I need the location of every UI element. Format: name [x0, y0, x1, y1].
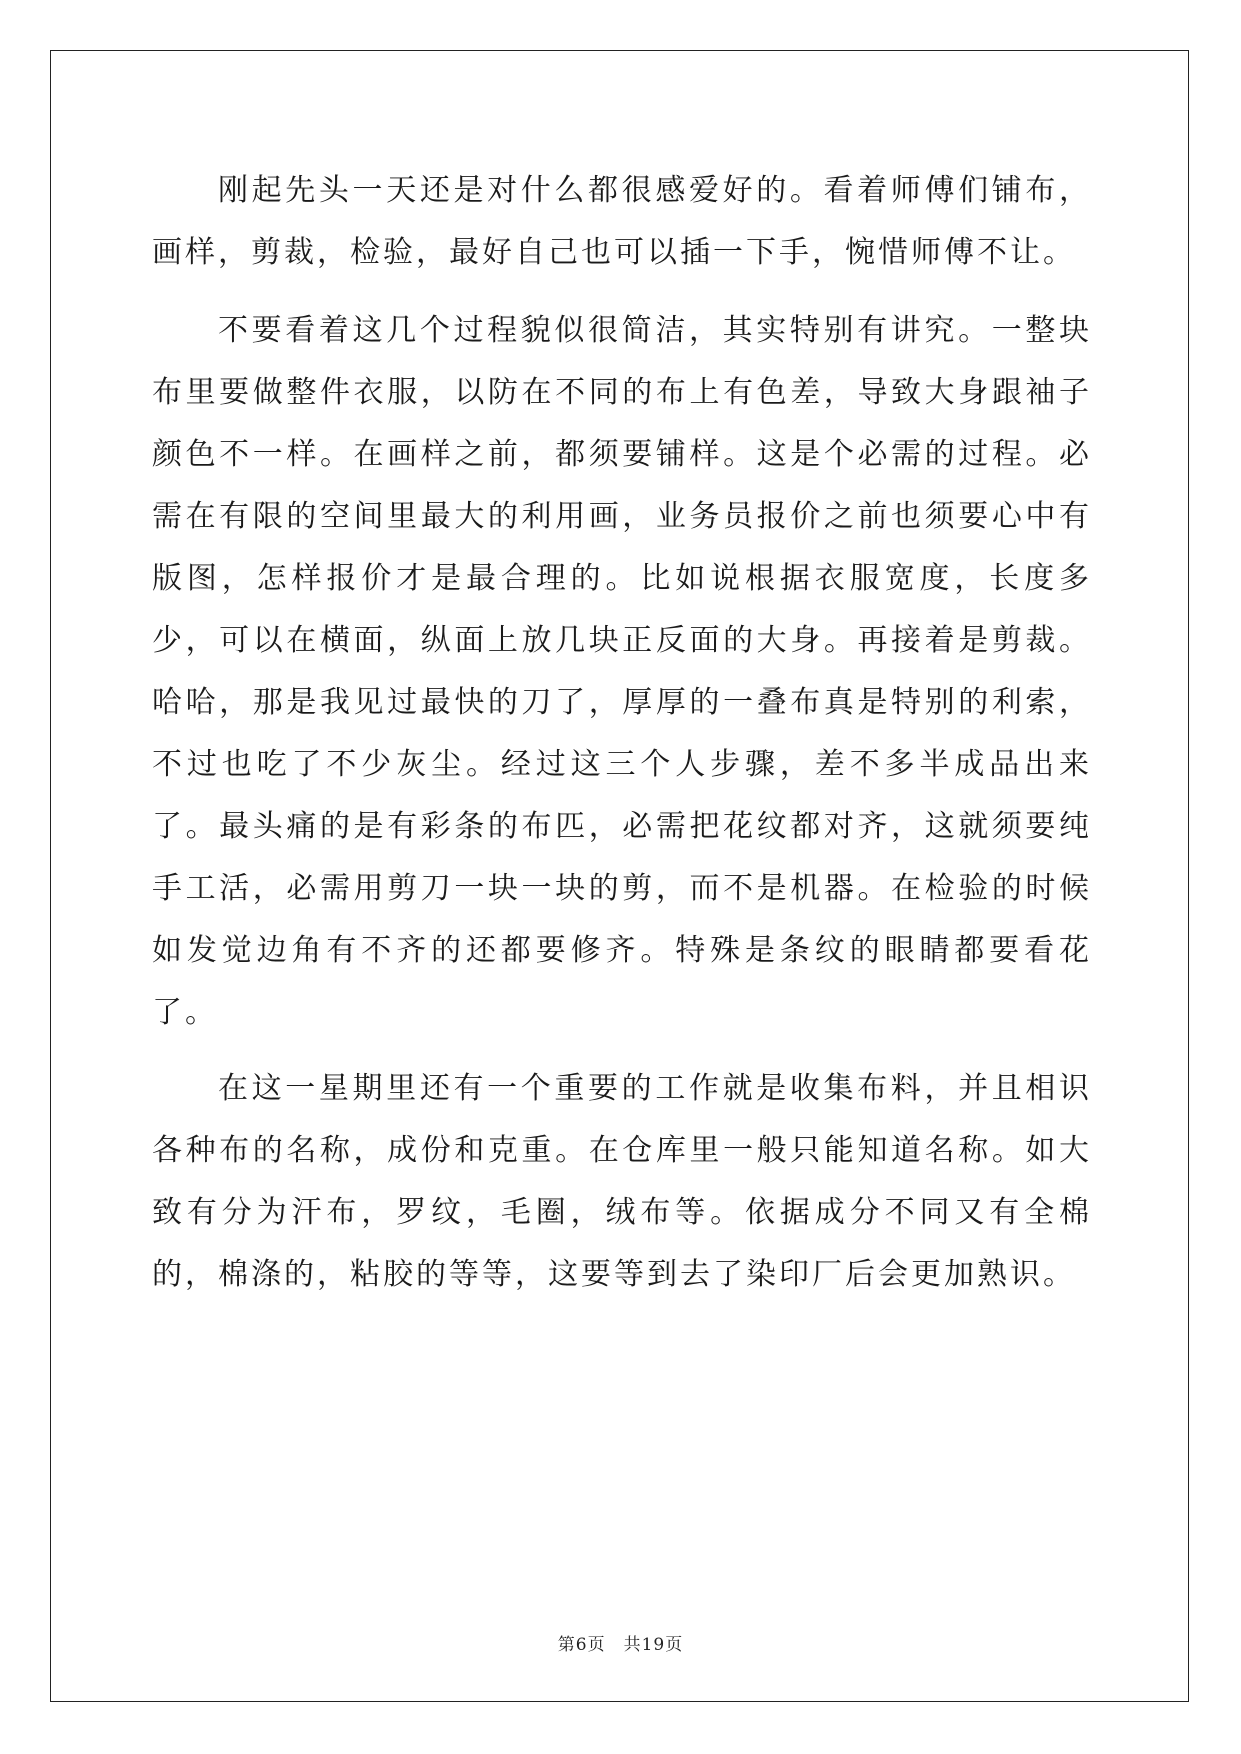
page-number-footer: 第6页 共19页	[557, 1635, 684, 1655]
paragraph-2: 不要看着这几个过程貌似很简洁，其实特别有讲究。一整块布里要做整件衣服，以防在不同的布上有色差，导致大身跟袖子颜色不一样。在画样之前，都须要铺样。这是个必需的过程。必需在有限的空间里最大的利用画，业务员报价之前也须要心中有版图，怎样报价才是最合理的。比如说根据衣服宽度，长度多少，可以在横面，纵面上放几块正反面的大身。再接着是剪裁。哈哈，那是我见过最快的刀了，厚厚的一叠布真是特别的利索，不过也吃了不少灰尘。经过这三个人步骤，差不多半成品出来了。最头痛的是有彩条的布匹，必需把花纹都对齐，这就须要纯手工活，必需用剪刀一块一块的剪，而不是机器。在检验的时候如发觉边角有不齐的还都要修齐。特殊是条纹的眼睛都要看花了。	[152, 313, 1092, 1030]
document-body	[152, 160, 1092, 1306]
paragraph-1: 刚起先头一天还是对什么都很感爱好的。看着师傅们铺布，画样，剪裁，检验，最好自己也可以插一下手，惋惜师傅不让。	[152, 173, 1092, 270]
paragraph-3: 在这一星期里还有一个重要的工作就是收集布料，并且相识各种布的名称，成份和克重。在仓库里一般只能知道名称。如大致有分为汗布，罗纹，毛圈，绒布等。依据成分不同又有全棉的，棉涤的，粘胶的等等，这要等到去了染印厂后会更加熟识。	[152, 1071, 1092, 1292]
